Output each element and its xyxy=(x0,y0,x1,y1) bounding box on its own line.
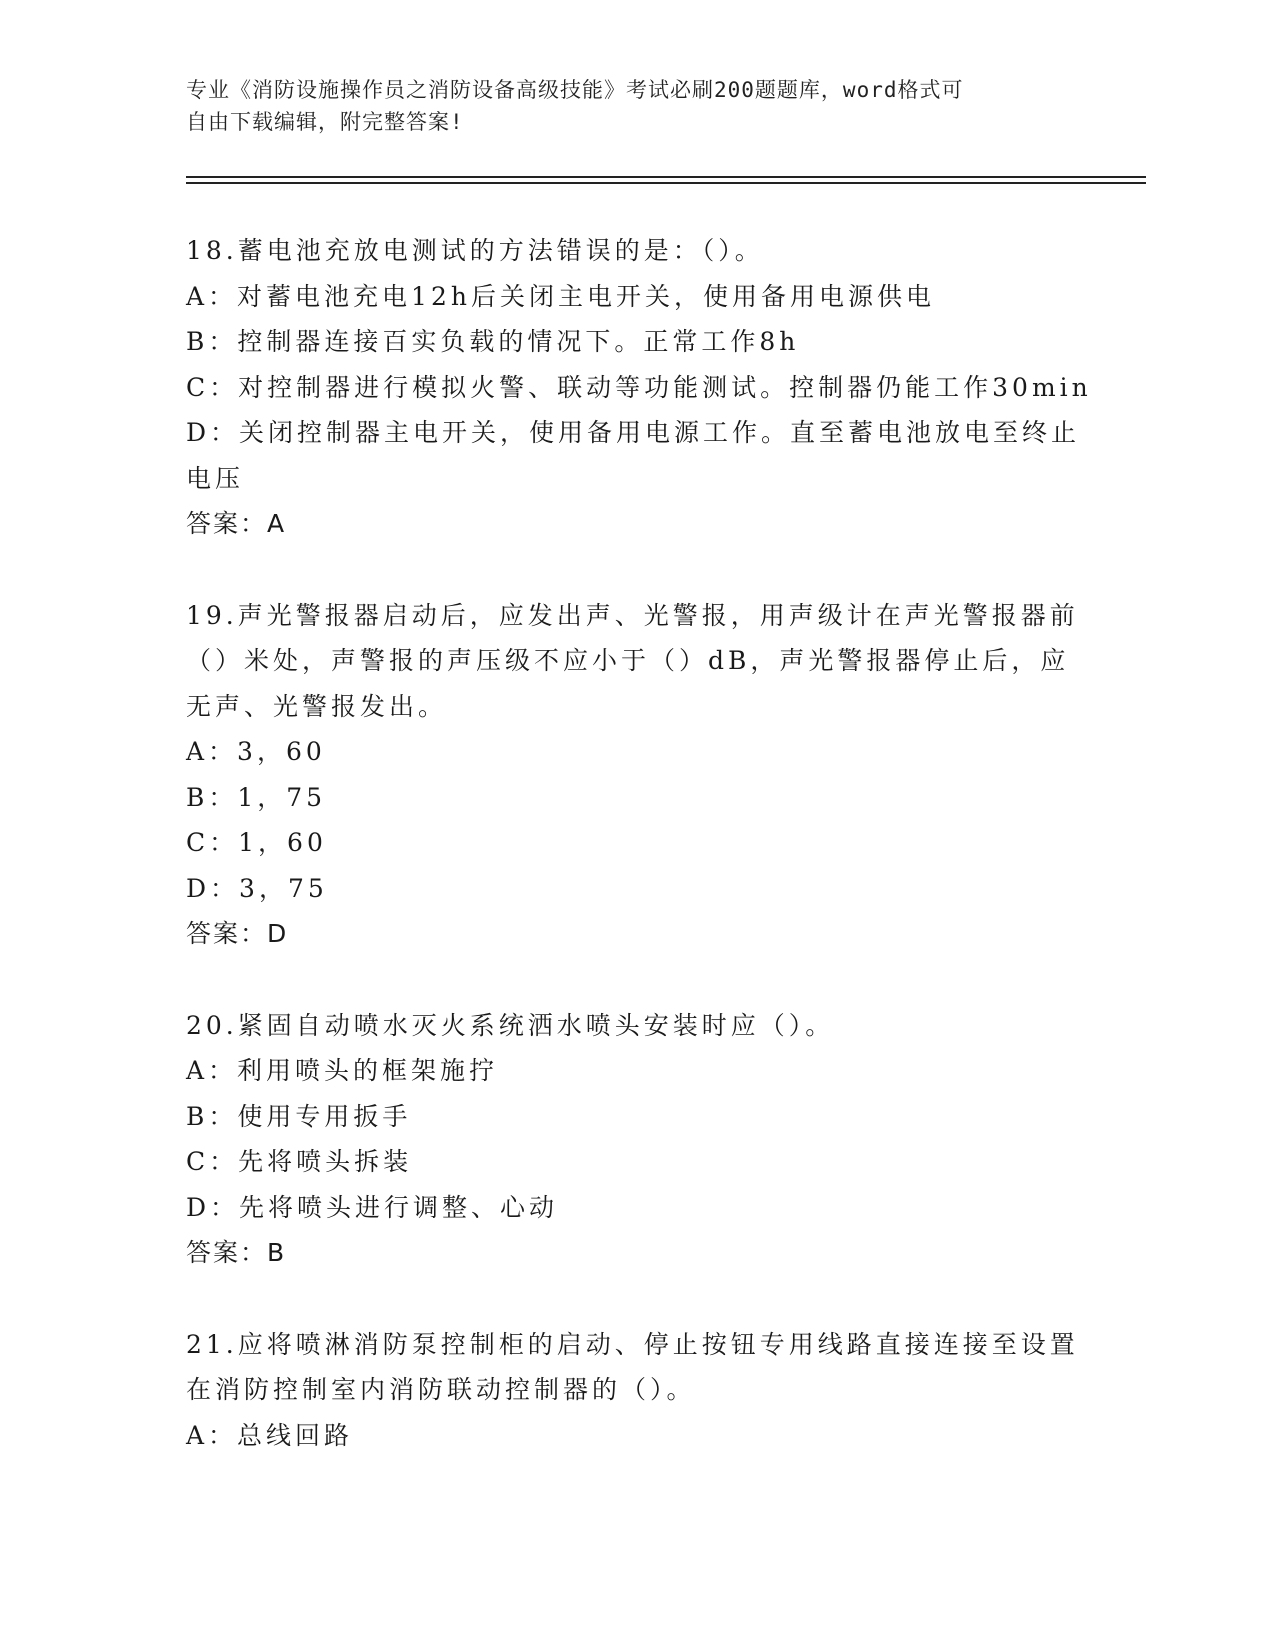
question-19 xyxy=(186,593,1086,957)
question-18 xyxy=(186,228,1092,547)
question-text: 19.声光警报器启动后，应发出声、光警报，用声级计在声光警报器前 xyxy=(186,600,1079,630)
question-text: 18.蓄电池充放电测试的方法错误的是：（）。 xyxy=(186,236,764,265)
option-d: D：关闭控制器主电开关，使用备用电源工作。直至蓄电池放电至终止 xyxy=(186,418,1081,447)
header-divider-bottom xyxy=(186,182,1146,184)
question-text: 20.紧固自动喷水灭火系统洒水喷头安装时应（）。 xyxy=(186,1010,835,1040)
answer: 答案：D xyxy=(186,919,289,948)
option-c: C：对控制器进行模拟火警、联动等功能测试。控制器仍能工作30min xyxy=(186,372,1092,402)
answer: 答案：A xyxy=(186,509,287,538)
option-d: D：3，75 xyxy=(186,873,328,903)
question-text-continued: 无声、光警报发出。 xyxy=(186,691,448,721)
option-a: A：对蓄电池充电12h后关闭主电开关，使用备用电源供电 xyxy=(186,281,935,311)
answer: 答案：B xyxy=(186,1238,287,1267)
question-20 xyxy=(186,1003,1086,1276)
header-line-2: 自由下载编辑，附完整答案! xyxy=(186,110,464,134)
question-list xyxy=(186,228,1092,1504)
option-a: A：3，60 xyxy=(186,737,326,766)
option-b: B：控制器连接百实负载的情况下。正常工作8h xyxy=(186,327,800,356)
question-text: 21.应将喷淋消防泵控制柜的启动、停止按钮专用线路直接连接至设置 xyxy=(186,1329,1079,1359)
option-d-continued: 电压 xyxy=(186,463,245,493)
option-b: B：1，75 xyxy=(186,782,327,812)
option-c: C：1，60 xyxy=(186,828,327,857)
header-line-1: 专业《消防设施操作员之消防设备高级技能》考试必刷200题题库，word格式可 xyxy=(186,78,964,102)
option-a: A：总线回路 xyxy=(186,1420,354,1450)
question-text-continued: （）米处，声警报的声压级不应小于（）dB，声光警报器停止后，应 xyxy=(186,646,1070,675)
question-21 xyxy=(186,1322,1086,1459)
option-b: B：使用专用扳手 xyxy=(186,1101,412,1131)
option-d: D：先将喷头进行调整、心动 xyxy=(186,1192,559,1222)
question-text-continued: 在消防控制室内消防联动控制器的（）。 xyxy=(186,1375,696,1404)
page-header xyxy=(186,74,1066,138)
option-c: C：先将喷头拆装 xyxy=(186,1147,413,1176)
header-divider-top xyxy=(186,176,1146,178)
option-a: A：利用喷头的框架施拧 xyxy=(186,1056,499,1085)
